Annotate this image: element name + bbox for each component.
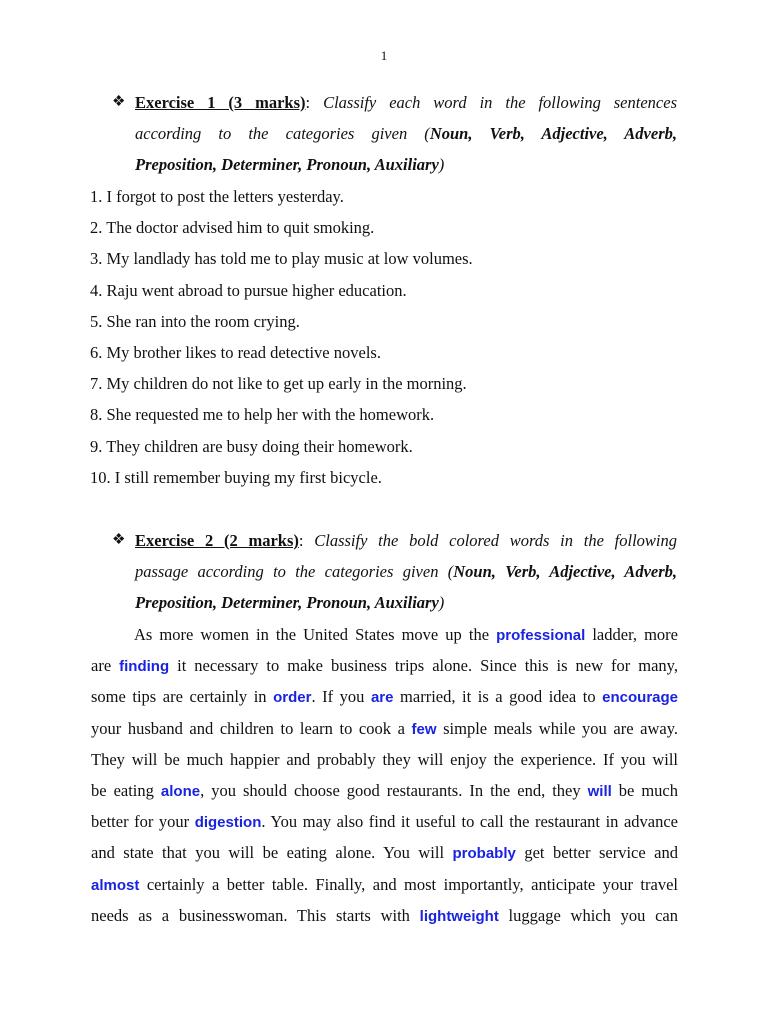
passage-line bbox=[91, 775, 678, 806]
list-item: 10. I still remember buying my first bicycle. bbox=[90, 467, 382, 487]
passage-text: ladder, more bbox=[585, 625, 679, 644]
highlighted-word: are bbox=[370, 689, 394, 707]
list-item: 7. My children do not like to get up early in the morning. bbox=[90, 374, 467, 394]
passage-text: are bbox=[91, 656, 120, 676]
list-item: 9. They children are busy doing their homework. bbox=[90, 436, 413, 456]
categories-text: Preposition, Determiner, Pronoun, Auxiliary bbox=[135, 593, 439, 613]
passage bbox=[91, 619, 678, 931]
exercise-2-title: Exercise 2 (2 marks) bbox=[135, 531, 299, 550]
highlighted-word: few bbox=[411, 720, 437, 738]
diamond-bullet-icon: ❖ bbox=[112, 532, 126, 548]
exercise-1-line-3 bbox=[135, 149, 677, 180]
exercise-1-title: Exercise 1 (3 marks) bbox=[135, 93, 306, 112]
passage-text: and state that you will be eating alone. You will bbox=[91, 843, 453, 863]
instruction-text: passage according to the categories given ( bbox=[135, 562, 454, 582]
passage-text: luggage which you can bbox=[498, 905, 678, 925]
list-item: 2. The doctor advised him to quit smoking. bbox=[90, 218, 375, 238]
list-item: 5. She ran into the room crying. bbox=[90, 311, 300, 331]
passage-text: it necessary to make business trips alone. Since this is new for many, bbox=[169, 656, 678, 676]
diamond-bullet-icon: ❖ bbox=[112, 94, 126, 110]
passage-line bbox=[91, 650, 678, 681]
closing-paren: ) bbox=[438, 155, 445, 175]
exercise-2-line-2 bbox=[135, 556, 677, 587]
categories-text: Noun, Verb, Adjective, Adverb, bbox=[429, 124, 677, 144]
exercise-2-heading bbox=[114, 525, 677, 619]
exercise-1-heading bbox=[114, 87, 677, 181]
exercise-1-line-2 bbox=[135, 118, 677, 149]
passage-text: simple meals while you are away. bbox=[436, 718, 678, 738]
categories-text: Preposition, Determiner, Pronoun, Auxiliary bbox=[135, 155, 439, 175]
sentence-list bbox=[90, 181, 690, 493]
passage-text: get better service and bbox=[515, 843, 678, 863]
passage-line bbox=[91, 900, 678, 931]
highlighted-word: almost bbox=[91, 876, 140, 894]
passage-line bbox=[91, 869, 678, 900]
list-item: 1. I forgot to post the letters yesterday. bbox=[90, 187, 344, 206]
passage-line bbox=[91, 681, 678, 712]
highlighted-word: finding bbox=[119, 658, 170, 676]
list-item: 8. She requested me to help her with the homework. bbox=[90, 405, 435, 425]
passage-text: better for your bbox=[91, 812, 195, 832]
highlighted-word: digestion bbox=[194, 814, 262, 832]
passage-text: As more women in the United States move up the bbox=[134, 625, 497, 644]
passage-text: some tips are certainly in bbox=[91, 687, 274, 707]
passage-text: your husband and children to learn to cook a bbox=[91, 718, 412, 738]
exercise-2-line-3 bbox=[135, 587, 677, 618]
instruction-text: Classify the bold colored words in the following bbox=[314, 531, 677, 550]
passage-text: . You may also find it useful to call the restaurant in advance bbox=[261, 812, 678, 832]
highlighted-word: alone bbox=[160, 782, 201, 800]
exercise-1-line-1 bbox=[135, 87, 677, 118]
passage-line bbox=[91, 713, 678, 744]
passage-text: be much bbox=[611, 780, 679, 800]
colon: : bbox=[305, 93, 311, 112]
instruction-text: according to the categories given ( bbox=[135, 124, 430, 144]
list-item: 6. My brother likes to read detective novels. bbox=[90, 342, 381, 362]
highlighted-word: will bbox=[587, 782, 612, 800]
highlighted-word: lightweight bbox=[419, 907, 499, 925]
passage-text: They will be much happier and probably they will enjoy the experience. If you will bbox=[91, 749, 678, 769]
passage-line bbox=[91, 619, 678, 650]
page-number: 1 bbox=[380, 48, 388, 63]
passage-line bbox=[91, 806, 678, 837]
list-item: 4. Raju went abroad to pursue higher education. bbox=[90, 280, 407, 300]
highlighted-word: order bbox=[273, 689, 312, 707]
passage-text: , you should choose good restaurants. In the end, they bbox=[200, 780, 588, 800]
closing-paren: ) bbox=[438, 593, 445, 613]
highlighted-word: professional bbox=[496, 627, 586, 644]
passage-line bbox=[91, 744, 678, 775]
exercise-2-line-1 bbox=[135, 525, 677, 556]
highlighted-word: encourage bbox=[602, 689, 678, 707]
passage-text: certainly a better table. Finally, and most importantly, anticipate your travel bbox=[139, 874, 678, 894]
categories-text: Noun, Verb, Adjective, Adverb, bbox=[453, 562, 678, 582]
passage-text: needs as a businesswoman. This starts with bbox=[91, 905, 420, 925]
list-item: 3. My landlady has told me to play music at low volumes. bbox=[90, 249, 473, 269]
instruction-text: Classify each word in the following sentences bbox=[323, 93, 677, 112]
passage-line bbox=[91, 837, 678, 868]
passage-text: be eating bbox=[91, 780, 161, 800]
passage-text: . If you bbox=[311, 687, 371, 707]
passage-text: married, it is a good idea to bbox=[393, 687, 603, 707]
colon: : bbox=[298, 531, 304, 550]
highlighted-word: probably bbox=[452, 845, 516, 863]
